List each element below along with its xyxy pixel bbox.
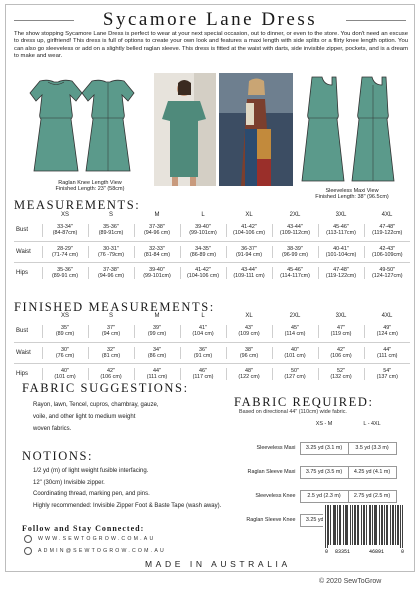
table-cell <box>134 224 180 236</box>
measurements-table <box>14 212 410 279</box>
barcode-digit-left: 0 <box>325 549 329 555</box>
cell-cm: (91 cm) <box>193 352 213 359</box>
cell-inches: 41" <box>199 325 207 332</box>
row-divider <box>14 262 410 263</box>
cell-inches: 47-48" <box>379 224 396 231</box>
table-cell <box>42 325 88 337</box>
barcode-bar <box>358 505 359 545</box>
size-header: XL <box>245 212 253 218</box>
right-caption-title: Sleeveless Maxi View <box>325 188 379 194</box>
cell-inches: 34-35" <box>195 245 211 252</box>
table-cell <box>272 246 318 258</box>
cell-cm: (109-112cm) <box>279 230 311 237</box>
size-header: 3XL <box>335 313 347 319</box>
cell-cm: (86 cm) <box>147 352 167 359</box>
size-header: XS <box>60 313 69 319</box>
size-header: 4XL <box>381 212 393 218</box>
table-cell <box>318 224 364 236</box>
size-header: L <box>201 313 205 319</box>
copyright: © 2020 SewToGrow <box>319 578 382 585</box>
fabric-row-label: Raglan Sleeve Knee <box>246 517 296 523</box>
barcode-bar <box>387 505 388 545</box>
barcode-bar <box>364 505 365 545</box>
cell-cm: (71-74 cm) <box>51 251 79 258</box>
cell-inches: 37-38" <box>149 224 165 231</box>
cell-cm: (81 cm) <box>101 352 121 359</box>
barcode-bar <box>325 505 326 548</box>
barcode-bar <box>400 505 401 548</box>
table-cell <box>134 246 180 258</box>
barcode-bar <box>384 505 385 545</box>
photo-model-knee <box>154 73 216 186</box>
left-caption-length: Finished Length: 23" (58cm) <box>55 186 125 192</box>
email-link[interactable] <box>24 547 166 555</box>
cell-cm: (99-101cm) <box>143 273 171 280</box>
photo-model-maxi <box>219 73 293 186</box>
table-cell <box>226 325 272 337</box>
table-cell <box>42 347 88 359</box>
cell-cm: (76 -79cm) <box>97 251 125 258</box>
fabric-row-value: 3.25 yd (3.1 m) <box>300 442 348 454</box>
website-link[interactable] <box>24 535 155 543</box>
sleeveless-maxi-illustration <box>298 73 402 186</box>
barcode-bar <box>346 505 347 545</box>
table-cell <box>88 347 134 359</box>
cell-cm: (119 cm) <box>330 331 352 338</box>
barcode-bar <box>369 505 370 545</box>
cell-cm: (89-91 cm) <box>51 273 79 280</box>
barcode-bar <box>334 505 335 545</box>
barcode-bar <box>397 505 398 545</box>
measurements-table-body <box>14 212 410 279</box>
cell-cm: (76 cm) <box>55 352 75 359</box>
barcode-bar <box>335 505 336 545</box>
barcode-bar <box>340 505 341 545</box>
table-cell <box>226 224 272 236</box>
cell-inches: 49" <box>383 325 392 332</box>
barcode-bar <box>328 505 329 545</box>
row-label: Bust <box>16 227 29 234</box>
table-row <box>14 224 410 236</box>
table-row <box>14 267 410 279</box>
cell-inches: 37" <box>107 325 115 332</box>
row-label: Hips <box>16 270 29 277</box>
cell-cm: (86-89 cm) <box>189 251 217 258</box>
cell-inches: 47" <box>337 325 345 332</box>
barcode <box>323 503 407 555</box>
measurements-heading: MEASUREMENTS: <box>14 198 141 212</box>
cell-inches: 35-36" <box>103 224 119 231</box>
cell-inches: 50" <box>291 368 299 375</box>
table-cell <box>272 368 318 380</box>
size-header: XS <box>60 212 69 218</box>
cell-cm: (96-99 cm) <box>281 251 309 258</box>
fabric-row-value: 3.5 yd (3.3 m) <box>348 442 396 454</box>
cell-inches: 28-29" <box>57 245 73 252</box>
cell-inches: 38-39" <box>287 245 303 252</box>
raglan-knee-illustration <box>20 73 140 186</box>
cell-cm: (114-117cm) <box>280 273 310 280</box>
follow-heading: Follow and Stay Connected: <box>22 524 145 533</box>
barcode-bar <box>339 505 340 545</box>
barcode-bar <box>374 505 375 545</box>
table-cell <box>88 246 134 258</box>
cell-cm: (124-127cm) <box>371 273 403 280</box>
table-cell <box>180 368 226 380</box>
cell-cm: (106 cm) <box>100 374 122 381</box>
cell-cm: (104-106 cm) <box>186 273 220 280</box>
size-header: S <box>108 212 113 218</box>
cell-cm: (114 cm) <box>284 331 306 338</box>
fabric-row-value: 3.25 yd (3.1 m) <box>300 514 348 526</box>
left-caption-title: Raglan Knee Length View <box>58 180 122 186</box>
cell-inches: 40" <box>291 346 299 353</box>
table-row <box>14 368 410 380</box>
cell-inches: 32" <box>107 346 115 353</box>
cell-inches: 41-42" <box>195 267 211 274</box>
cell-inches: 54" <box>383 368 392 375</box>
cell-cm: (124 cm) <box>376 331 398 338</box>
cell-cm: (127 cm) <box>284 374 306 381</box>
barcode-digit-right: 0 <box>401 549 405 555</box>
table-cell <box>226 347 272 359</box>
cell-cm: (111 cm) <box>146 374 168 381</box>
cell-inches: 30" <box>61 346 69 353</box>
notion-item: Highly recommended: Invisible Zipper Foot & Baste Tape (wash away). <box>33 502 222 509</box>
cell-cm: (119-122cm) <box>325 273 357 280</box>
table-cell <box>180 246 226 258</box>
cell-inches: 39" <box>153 325 161 332</box>
barcode-bar <box>379 505 380 545</box>
barcode-bar <box>390 505 391 545</box>
barcode-digits-1: 83351 <box>335 549 351 555</box>
cell-cm: (132 cm) <box>330 374 352 381</box>
cell-cm: (99-101cm) <box>189 230 217 237</box>
table-cell <box>226 267 272 279</box>
cell-inches: 45-46" <box>287 267 303 274</box>
cell-inches: 49-50" <box>379 267 396 274</box>
table-cell <box>42 246 88 258</box>
fabric-row-label: Sleeveless Maxi <box>256 445 296 451</box>
size-header: XL <box>245 313 253 319</box>
fabric-row-label: Raglan Sleeve Maxi <box>247 469 296 475</box>
size-header: 2XL <box>289 212 301 218</box>
col-header-xs-m: XS - M <box>315 421 333 427</box>
cell-inches: 36" <box>199 346 207 353</box>
cell-cm: (94 cm) <box>101 331 121 338</box>
barcode-bar <box>381 505 382 545</box>
barcode-bars <box>325 505 403 548</box>
table-cell <box>272 347 318 359</box>
barcode-bar <box>354 505 355 545</box>
row-divider <box>14 342 410 343</box>
cell-inches: 52" <box>337 368 345 375</box>
barcode-bar <box>398 505 399 545</box>
cell-inches: 40-41" <box>333 245 349 252</box>
table-cell <box>180 224 226 236</box>
table-cell <box>42 267 88 279</box>
notion-item: Coordinating thread, marking pen, and pins. <box>33 491 150 497</box>
table-cell <box>364 267 410 279</box>
fabric-row-value: 3.75 yd (3.5 m) <box>300 466 348 478</box>
barcode-bar <box>355 505 356 545</box>
table-cell <box>226 368 272 380</box>
row-label: Bust <box>16 328 29 335</box>
size-header: M <box>154 313 160 319</box>
table-cell <box>134 267 180 279</box>
barcode-digits-2: 46891 <box>369 549 385 555</box>
fabric-row <box>226 490 396 502</box>
cell-cm: (81-84 cm) <box>143 251 171 258</box>
cell-inches: 39-40" <box>195 224 211 231</box>
table-cell <box>134 325 180 337</box>
table-row <box>14 325 410 337</box>
barcode-bar <box>392 505 393 545</box>
barcode-bar <box>350 505 351 545</box>
fabric-row-value: 2.75 yd (2.5 m) <box>348 490 396 502</box>
size-header: L <box>201 212 205 218</box>
finished-table <box>14 313 410 380</box>
barcode-bar <box>327 505 328 548</box>
table-cell <box>88 325 134 337</box>
fabric-required-subtitle: Based on directional 44" (110cm) wide fabric. <box>239 409 347 415</box>
fabric-line: Rayon, lawn, Tencel, cupros, chambray, gauze, <box>33 402 159 408</box>
table-cell <box>272 267 318 279</box>
table-cell <box>88 224 134 236</box>
table-cell <box>318 246 364 258</box>
notions-list <box>33 466 221 512</box>
email-text: ADMIN@SEWTOGROW.COM.AU <box>38 548 166 554</box>
cell-inches: 45" <box>291 325 299 332</box>
made-in-australia: MADE IN AUSTRALIA <box>145 559 291 569</box>
cell-cm: (101-104cm) <box>325 251 357 258</box>
cell-inches: 37-38" <box>103 267 119 274</box>
notion-item: 1/2 yd (m) of light weight fusible interfacing. <box>33 468 149 474</box>
row-divider <box>14 241 410 242</box>
table-row <box>14 347 410 359</box>
barcode-bar <box>386 505 387 545</box>
fabric-row-value: 2.5 yd (2.3 m) <box>300 490 348 502</box>
size-header: 2XL <box>289 313 301 319</box>
cell-cm: (96 cm) <box>239 352 259 359</box>
table-cell <box>88 267 134 279</box>
barcode-bar <box>343 505 344 545</box>
table-cell <box>364 246 410 258</box>
table-row <box>14 246 410 258</box>
table-cell <box>88 368 134 380</box>
cell-cm: (106 cm) <box>330 352 352 359</box>
barcode-bar <box>333 505 334 545</box>
barcode-bar <box>395 505 396 545</box>
cell-inches: 36-37" <box>241 245 257 252</box>
cell-inches: 42-43" <box>379 245 396 252</box>
row-label: Waist <box>16 248 31 255</box>
fabric-row <box>226 466 396 478</box>
notions-heading: NOTIONS: <box>22 449 94 463</box>
fabric-row-label: Sleeveless Knee <box>255 493 296 499</box>
cell-inches: 43" <box>245 325 253 332</box>
table-cell <box>42 368 88 380</box>
table-cell <box>272 325 318 337</box>
size-header: M <box>154 212 160 218</box>
row-label: Waist <box>16 349 31 356</box>
cell-inches: 40" <box>61 368 69 375</box>
barcode-bar <box>363 505 364 545</box>
cell-inches: 35" <box>61 325 69 332</box>
fabric-suggestions-heading: FABRIC SUGGESTIONS: <box>22 381 189 395</box>
cell-cm: (101 cm) <box>284 352 306 359</box>
cell-inches: 33-34" <box>57 224 73 231</box>
cell-cm: (106-109cm) <box>371 251 403 258</box>
barcode-bar <box>330 505 331 545</box>
barcode-bar <box>370 505 371 545</box>
cell-inches: 45-46" <box>333 224 349 231</box>
cell-cm: (84-87cm) <box>52 230 78 237</box>
right-caption-length: Finished Length: 38" (96.5cm) <box>315 194 389 200</box>
barcode-bar <box>366 505 367 545</box>
size-header: S <box>108 313 113 319</box>
barcode-bar <box>352 505 353 545</box>
barcode-bar <box>402 505 403 548</box>
table-cell <box>180 325 226 337</box>
cell-cm: (122 cm) <box>238 374 260 381</box>
table-cell <box>364 224 410 236</box>
cell-inches: 44" <box>383 346 392 353</box>
table-cell <box>318 267 364 279</box>
row-label: Hips <box>16 371 29 378</box>
table-cell <box>318 325 364 337</box>
finished-heading: FINISHED MEASUREMENTS: <box>14 300 215 314</box>
cell-inches: 38" <box>245 346 253 353</box>
cell-inches: 43-44" <box>287 224 303 231</box>
mail-icon <box>24 547 32 555</box>
website-text: WWW.SEWTOGROW.COM.AU <box>38 536 156 542</box>
table-cell <box>226 246 272 258</box>
cell-inches: 32-33" <box>149 245 165 252</box>
fabric-row <box>226 442 396 454</box>
barcode-bar <box>357 505 358 545</box>
barcode-bar <box>345 505 346 545</box>
barcode-bar <box>372 505 373 545</box>
size-header: 3XL <box>335 212 347 218</box>
cell-cm: (111 cm) <box>377 352 398 359</box>
barcode-bar <box>393 505 394 545</box>
table-cell <box>134 368 180 380</box>
fabric-line: woven fabrics. <box>33 426 72 433</box>
cell-inches: 43-44" <box>241 267 257 274</box>
cell-cm: (104 cm) <box>192 331 214 338</box>
page-title: Sycamore Lane Dress <box>102 9 318 30</box>
cell-inches: 42" <box>337 346 345 353</box>
cell-inches: 39-40" <box>149 267 165 274</box>
table-cell <box>134 347 180 359</box>
globe-icon <box>24 535 32 543</box>
col-header-l-4xl: L - 4XL <box>363 421 381 427</box>
table-cell <box>42 224 88 236</box>
cell-cm: (109-111 cm) <box>233 273 265 280</box>
cell-cm: (109 cm) <box>238 331 260 338</box>
cell-inches: 47-48" <box>333 267 349 274</box>
fabric-row-value: 3.75 yd (3.5 m) <box>348 514 396 526</box>
fabric-row-value: 4.25 yd (4.1 m) <box>348 466 396 478</box>
cell-inches: 41-42" <box>241 224 257 231</box>
table-cell <box>364 368 410 380</box>
cell-cm: (89-91cm) <box>98 230 124 237</box>
barcode-bar <box>375 505 376 545</box>
cell-inches: 35-36" <box>57 267 73 274</box>
barcode-bar <box>376 505 377 545</box>
cell-cm: (113-117cm) <box>326 230 356 237</box>
cell-inches: 34" <box>153 346 161 353</box>
fabric-suggestions-text <box>33 399 159 436</box>
cell-inches: 44" <box>153 368 161 375</box>
barcode-bar <box>382 505 383 545</box>
row-divider <box>14 363 410 364</box>
table-cell <box>272 224 318 236</box>
barcode-bar <box>337 505 338 545</box>
table-cell <box>318 368 364 380</box>
cell-cm: (99 cm) <box>147 331 167 338</box>
cell-cm: (101 cm) <box>54 374 76 381</box>
cell-cm: (119-122cm) <box>372 230 403 237</box>
cell-cm: (94-96 cm) <box>97 273 125 280</box>
cell-inches: 46" <box>199 368 207 375</box>
fabric-required-heading: FABRIC REQUIRED: <box>234 395 374 409</box>
cell-cm: (104-106 cm) <box>232 230 266 237</box>
intro-text: The show stopping Sycamore Lane Dress is perfect to wear at your next special occasion, out to dinner, or even to the store. You don't need an excuse to dress up, girlfriend! This dress is full of options to create your own look and features a maxi length with side splits or a flirty knee length option. You can also go sleeveless or add on a slightly belled raglan sleeve. This dress is fitted at the waist with darts, side invisible zipper, pockets, and is a dream to make and wear. <box>14 31 408 60</box>
cell-cm: (91-94 cm) <box>235 251 263 258</box>
barcode-bar <box>361 505 362 545</box>
table-cell <box>318 347 364 359</box>
table-cell <box>180 347 226 359</box>
table-cell <box>180 267 226 279</box>
cell-inches: 30-31" <box>103 245 119 252</box>
table-cell <box>364 325 410 337</box>
notion-item: 12" (30cm) Invisible zipper. <box>33 479 105 486</box>
barcode-bar <box>347 505 348 545</box>
fabric-line: voile, and other light to medium weight <box>33 414 136 421</box>
cell-cm: (94-96 cm) <box>143 230 171 237</box>
finished-table-body <box>14 313 410 380</box>
size-header: 4XL <box>381 313 393 319</box>
cell-cm: (117 cm) <box>192 374 214 381</box>
table-cell <box>364 347 410 359</box>
cell-cm: (89 cm) <box>55 331 75 338</box>
cell-inches: 48" <box>245 368 253 375</box>
cell-inches: 42" <box>107 368 115 375</box>
cell-cm: (137 cm) <box>376 374 398 381</box>
